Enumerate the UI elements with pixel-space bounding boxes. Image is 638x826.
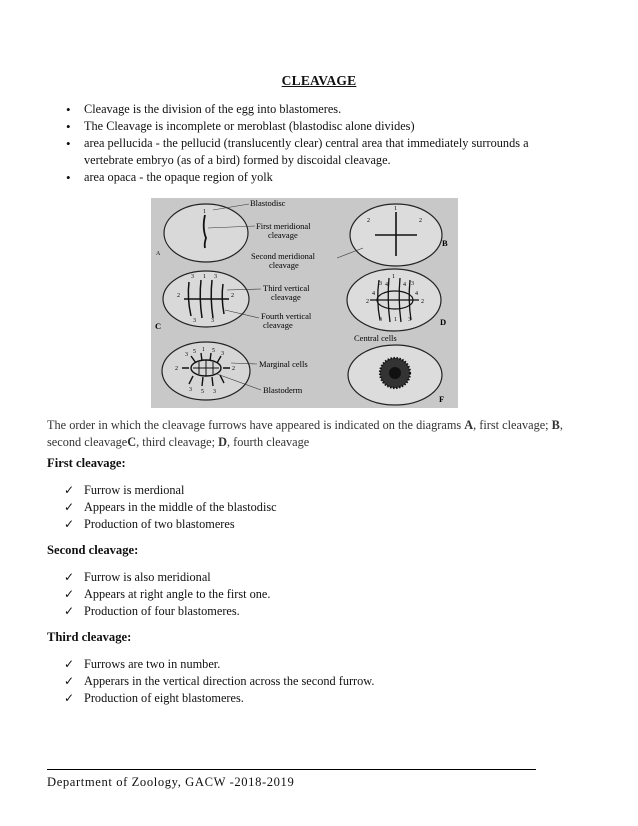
egg-stage-a — [164, 204, 248, 262]
label-second-cleavage: cleavage — [269, 260, 299, 270]
list-item — [64, 482, 277, 499]
number-label: 4 — [403, 282, 406, 288]
label-third-cleavage: cleavage — [271, 292, 301, 302]
list-item — [64, 673, 374, 690]
check-icon: ✓ — [64, 604, 75, 618]
number-label: 3 — [185, 352, 188, 358]
blastoderm-core — [389, 367, 401, 379]
number-label: 4 — [372, 291, 375, 297]
caption-text: , third cleavage; — [136, 435, 219, 449]
second-cleavage-list — [64, 569, 270, 620]
number-label: 4 — [415, 291, 418, 297]
cleavage-diagram — [151, 198, 458, 408]
list-item-text: Appears in the middle of the blastodisc — [84, 500, 277, 514]
number-label: 4 — [385, 282, 388, 288]
footer-divider — [47, 769, 536, 770]
section-heading-third: Third cleavage: — [47, 630, 132, 644]
page-title: CLEAVAGE — [281, 73, 357, 88]
section-heading-first: First cleavage: — [47, 456, 126, 470]
list-item-text: Production of eight blastomeres. — [84, 691, 244, 705]
number-label: 2 — [231, 293, 234, 299]
number-label: 3 — [211, 318, 214, 324]
list-item — [64, 569, 270, 586]
label-fourth-cleavage: cleavage — [263, 320, 293, 330]
number-label: 2 — [421, 299, 424, 305]
caption-text: The order in which the cleavage furrows have appeared is indicated on the diagrams — [47, 418, 465, 432]
list-item — [64, 499, 277, 516]
list-item-text: Appears at right angle to the first one. — [84, 587, 271, 601]
number-label: 2 — [419, 218, 422, 224]
section-heading-second: Second cleavage: — [47, 543, 139, 557]
number-label: 3 — [214, 274, 217, 280]
label-blastodisc: Blastodisc — [250, 198, 286, 208]
label-marginal-cells: Marginal cells — [259, 359, 308, 369]
number-label: 3 — [191, 274, 194, 280]
letter-f: F — [439, 394, 445, 404]
caption-text: , second cleavage — [47, 418, 563, 449]
number-label: 3 — [408, 317, 411, 323]
bullet-item: • The Cleavage is incomplete or meroblast (blastodisc alone divides) — [64, 118, 554, 135]
label-central-cells: Central cells — [354, 333, 397, 343]
list-item — [64, 656, 374, 673]
first-cleavage-list — [64, 482, 277, 533]
number-label: 2 — [367, 218, 370, 224]
number-label: 2 — [232, 366, 235, 372]
number-label: 3 — [379, 281, 382, 287]
number-label: 3 — [379, 317, 382, 323]
caption-letter: B — [551, 418, 560, 432]
label-second-meridional: Second meridional — [251, 251, 315, 261]
number-label: 1 — [392, 274, 395, 280]
check-icon: ✓ — [64, 587, 75, 601]
bullet-item: • Cleavage is the division of the egg into blastomeres. — [64, 101, 554, 118]
number-label: 5 — [193, 349, 196, 355]
list-item — [64, 586, 270, 603]
list-item — [64, 603, 270, 620]
label-fourth-vertical: Fourth vertical — [261, 311, 312, 321]
third-cleavage-list — [64, 656, 374, 707]
check-icon: ✓ — [64, 674, 75, 688]
number-label: 1 — [202, 347, 205, 353]
caption-text: , fourth cleavage — [226, 435, 310, 449]
check-icon: ✓ — [64, 517, 75, 531]
number-label: 5 — [212, 348, 215, 354]
number-label: 2 — [366, 299, 369, 305]
letter-c: C — [155, 321, 162, 331]
letter-b: B — [442, 238, 448, 248]
check-icon: ✓ — [64, 500, 75, 514]
label-third-vertical: Third vertical — [263, 283, 310, 293]
check-icon: ✓ — [64, 657, 75, 671]
caption-text: , first cleavage; — [473, 418, 552, 432]
figure-caption — [47, 417, 567, 451]
label-blastoderm: Blastoderm — [263, 385, 303, 395]
number-label: 2 — [175, 366, 178, 372]
caption-letter: A — [464, 418, 474, 432]
caption-letter: C — [127, 435, 137, 449]
list-item-text: Production of four blastomeres. — [84, 604, 240, 618]
number-label: 3 — [213, 389, 216, 395]
check-icon: ✓ — [64, 483, 75, 497]
label-first-cleavage: cleavage — [268, 230, 298, 240]
number-label: 3 — [189, 387, 192, 393]
list-item-text: Apperars in the vertical direction across the second furrow. — [84, 674, 375, 688]
letter-a: A — [156, 251, 161, 257]
number-label: 3 — [193, 318, 196, 324]
number-label: 5 — [201, 389, 204, 395]
number-label: 3 — [411, 281, 414, 287]
bullet-item: • area pellucida - the pellucid (translucently clear) central area that immediately surrounds a vertebrate embryo (as of a bird) formed by discoidal cleavage. — [64, 135, 554, 169]
list-item — [64, 516, 277, 533]
list-item-text: Furrow is merdional — [84, 483, 185, 497]
number-label: 3 — [221, 351, 224, 357]
page-footer: Department of Zoology, GACW -2018-2019 — [47, 775, 295, 789]
bullet-item: • area opaca - the opaque region of yolk — [64, 169, 554, 186]
bullet-list — [64, 101, 554, 186]
check-icon: ✓ — [64, 691, 75, 705]
list-item-text: Production of two blastomeres — [84, 517, 235, 531]
number-label: 1 — [394, 206, 397, 212]
label-first-meridional: First meridional — [256, 221, 311, 231]
list-item-text: Furrow is also meridional — [84, 570, 211, 584]
letter-d: D — [440, 317, 447, 327]
list-item-text: Furrows are two in number. — [84, 657, 221, 671]
caption-letter: D — [218, 435, 227, 449]
number-label: 1 — [203, 274, 206, 280]
check-icon: ✓ — [64, 570, 75, 584]
number-label: 1 — [394, 317, 397, 323]
number-label: 1 — [203, 209, 206, 215]
list-item — [64, 690, 374, 707]
number-label: 2 — [177, 293, 180, 299]
